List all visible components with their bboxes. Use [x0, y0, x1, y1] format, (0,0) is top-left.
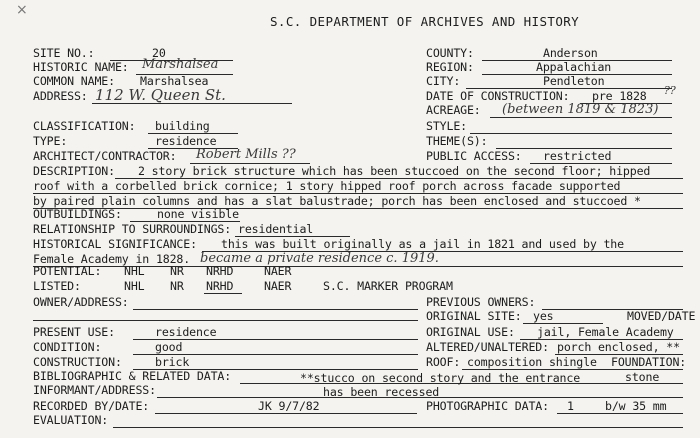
original-site-line	[523, 323, 603, 324]
foundation-value: stone	[625, 370, 660, 384]
address-label: ADDRESS:	[33, 89, 88, 103]
potential-nrhd: NRHD	[206, 264, 234, 278]
historical-label: HISTORICAL SIGNIFICANCE:	[33, 237, 197, 251]
historical-line-2: Female Academy in 1828.	[33, 252, 191, 266]
photo-film: b/w 35 mm	[605, 399, 667, 413]
biblio-label: BIBLIOGRAPHIC & RELATED DATA:	[33, 369, 232, 383]
historical-handwritten: became a private residence c. 1919.	[200, 251, 439, 266]
site-no-label: SITE NO.:	[33, 46, 95, 60]
original-use-label: ORIGINAL USE:	[426, 325, 515, 339]
historical-line-1: this was built originally as a jail in 1821 and used by the	[221, 237, 624, 251]
original-site-label: ORIGINAL SITE:	[426, 309, 522, 323]
outbuildings-label: OUTBUILDINGS:	[33, 207, 122, 221]
county-value: Anderson	[543, 46, 598, 60]
historic-name-label: HISTORIC NAME:	[33, 60, 129, 74]
city-label: CITY:	[426, 74, 461, 88]
description-line-2: roof with a corbelled brick cornice; 1 story hipped roof porch across facade supported	[33, 179, 621, 193]
outbuildings-value: none visible	[157, 207, 239, 221]
classification-value: building	[155, 119, 210, 133]
moved-date-label: MOVED/DATE	[627, 309, 696, 323]
themes-label: THEME(S):	[426, 134, 488, 148]
owner-line	[133, 309, 418, 310]
recorded-line	[155, 413, 417, 414]
architect-value: Robert Mills ??	[196, 147, 296, 162]
potential-nr: NR	[170, 264, 184, 278]
public-access-value: restricted	[543, 149, 612, 163]
altered-value: porch enclosed, **	[557, 340, 680, 354]
acreage-line	[490, 117, 672, 118]
recorded-label: RECORDED BY/DATE:	[33, 399, 150, 413]
site-no-value: 20	[152, 46, 166, 60]
potential-nhl: NHL	[124, 264, 145, 278]
description-rule-3	[33, 208, 683, 209]
county-label: COUNTY:	[426, 46, 474, 60]
marker-program: S.C. MARKER PROGRAM	[323, 279, 453, 293]
public-access-label: PUBLIC ACCESS:	[426, 149, 522, 163]
previous-owners-label: PREVIOUS OWNERS:	[426, 295, 536, 309]
evaluation-label: EVALUATION:	[33, 413, 109, 427]
roof-value: composition shingle	[467, 355, 597, 369]
potential-naer: NAER	[264, 264, 292, 278]
description-line-1: 2 story brick structure which has been stuccoed on the second floor; hipped	[138, 164, 651, 178]
type-value: residence	[155, 134, 217, 148]
listed-nr: NR	[170, 279, 184, 293]
address-value: 112 W. Queen St.	[95, 86, 226, 104]
style-line	[470, 133, 672, 134]
listed-label: LISTED:	[33, 279, 81, 293]
description-label: DESCRIPTION:	[33, 164, 115, 178]
historic-name-value: Marshalsea	[142, 57, 219, 72]
owner-line-2	[33, 320, 418, 321]
date-note: ??	[664, 84, 676, 97]
corner-mark: ×	[16, 2, 28, 18]
description-line-3: by paired plain columns and has a slat balustrade; porch has been enclosed and stuccoed *	[33, 194, 641, 208]
acreage-value: (between 1819 & 1823)	[502, 102, 659, 117]
condition-label: CONDITION:	[33, 340, 102, 354]
region-value: Appalachian	[536, 60, 612, 74]
classification-label: CLASSIFICATION:	[33, 119, 136, 133]
region-label: REGION:	[426, 60, 474, 74]
listed-nrhd: NRHD	[206, 279, 234, 293]
date-label: DATE OF CONSTRUCTION:	[426, 89, 570, 103]
common-name-label: COMMON NAME:	[33, 74, 115, 88]
photo-roll: 1	[567, 399, 574, 413]
page-title: S.C. DEPARTMENT OF ARCHIVES AND HISTORY	[270, 14, 580, 29]
listed-nhl: NHL	[124, 279, 145, 293]
original-site-value: yes	[533, 309, 554, 323]
original-use-value: jail, Female Academy	[537, 325, 674, 339]
biblio-line-1: **stucco on second story and the entrance	[300, 371, 581, 385]
informant-label: INFORMANT/ADDRESS:	[33, 383, 156, 397]
present-use-value: residence	[155, 325, 217, 339]
construction-label: CONSTRUCTION:	[33, 355, 122, 369]
evaluation-line	[113, 427, 683, 428]
photo-label: PHOTOGRAPHIC DATA:	[426, 399, 549, 413]
date-value: pre 1828	[592, 89, 647, 103]
photo-line	[557, 413, 683, 414]
listed-naer: NAER	[264, 279, 292, 293]
listed-nrhd-underline	[204, 293, 242, 294]
recorded-value: JK 9/7/82	[258, 399, 320, 413]
common-name-value: Marshalsea	[140, 74, 209, 88]
acreage-label: ACREAGE:	[426, 103, 481, 117]
roof-label: ROOF:	[426, 355, 461, 369]
type-label: TYPE:	[33, 134, 68, 148]
biblio-line-2: has been recessed	[323, 385, 440, 399]
city-value: Pendleton	[543, 74, 605, 88]
condition-value: good	[155, 340, 183, 354]
relationship-label: RELATIONSHIP TO SURROUNDINGS:	[33, 222, 232, 236]
present-use-label: PRESENT USE:	[33, 325, 115, 339]
potential-label: POTENTIAL:	[33, 264, 102, 278]
foundation-label: FOUNDATION:	[611, 355, 687, 369]
construction-value: brick	[155, 355, 190, 369]
relationship-value: residential	[238, 222, 314, 236]
style-label: STYLE:	[426, 119, 467, 133]
altered-label: ALTERED/UNALTERED:	[426, 340, 549, 354]
architect-label: ARCHITECT/CONTRACTOR:	[33, 149, 177, 163]
owner-label: OWNER/ADDRESS:	[33, 295, 129, 309]
